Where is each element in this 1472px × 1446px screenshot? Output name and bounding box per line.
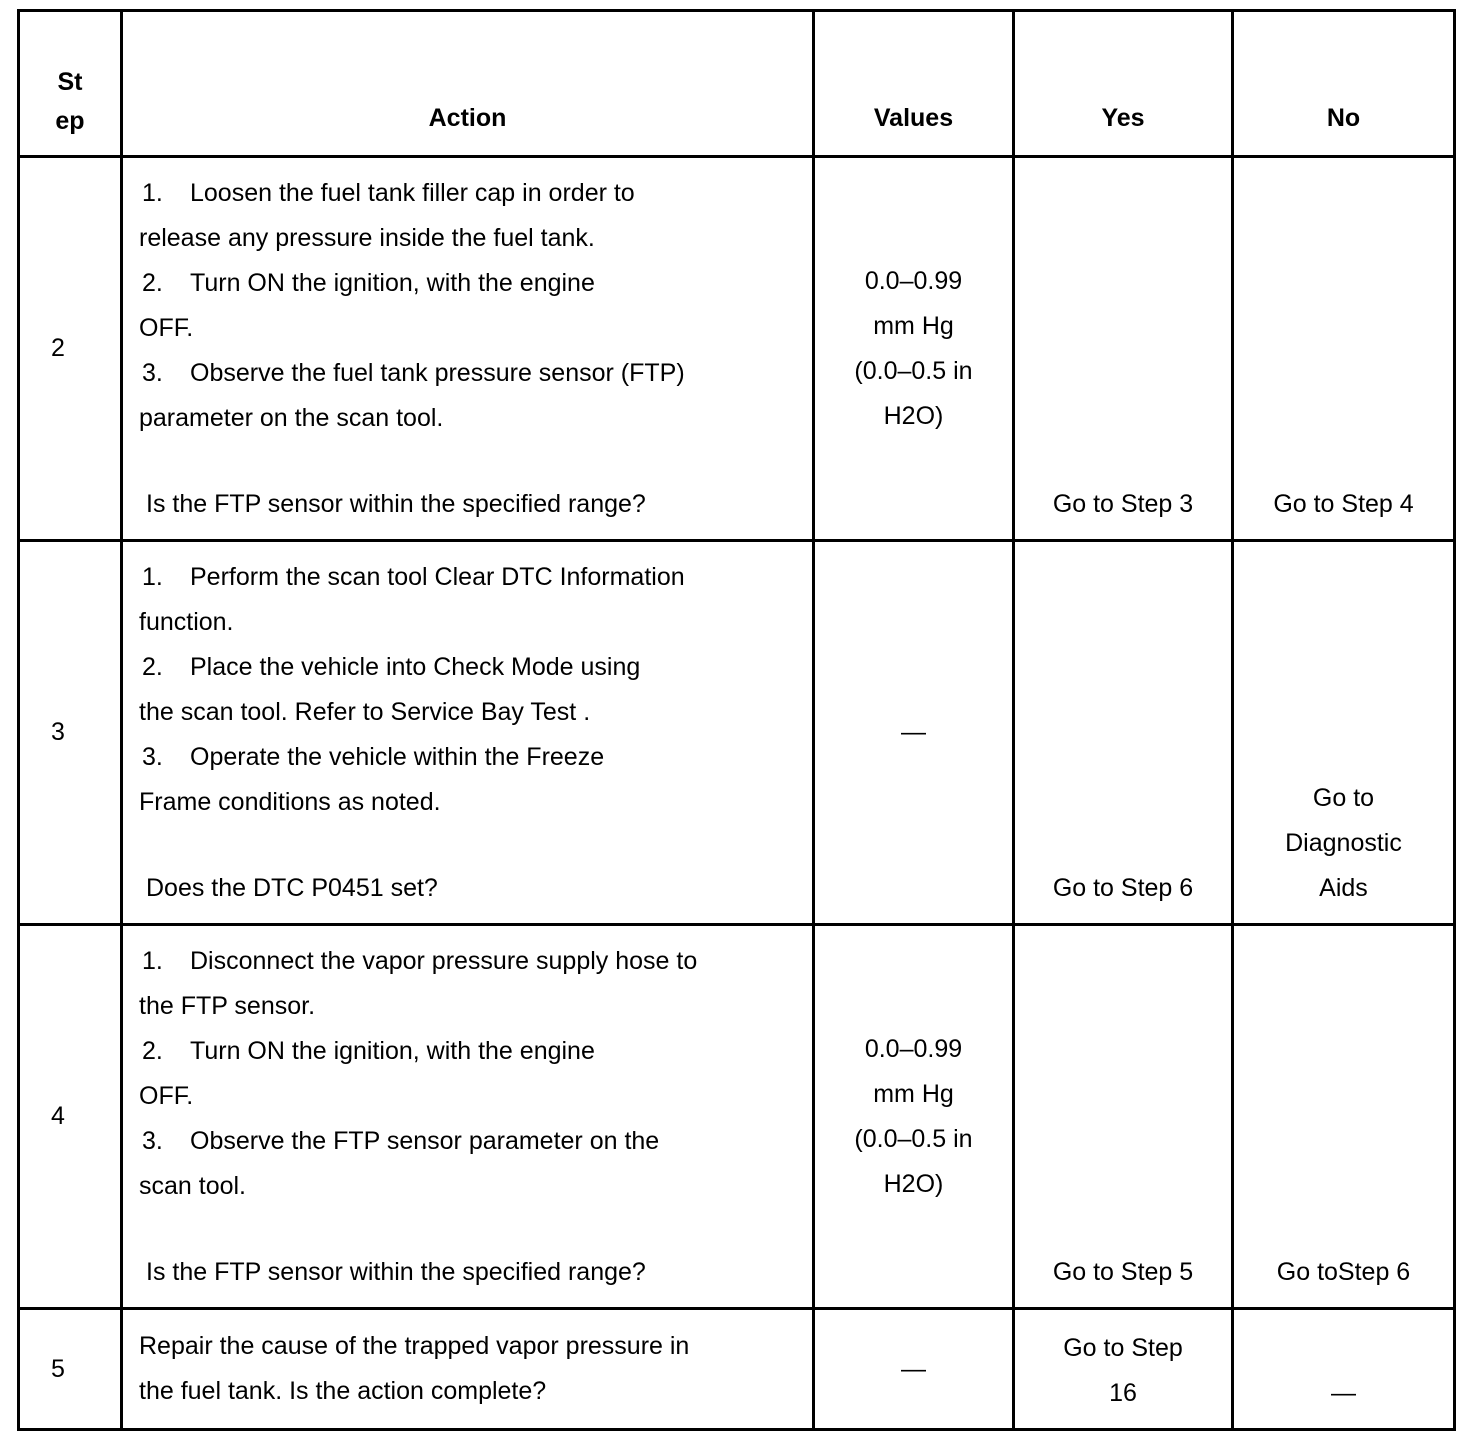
action-item: 2. Turn ON the ignition, with the engine OFF. [139, 1037, 595, 1110]
diagnostic-table [17, 9, 1456, 1431]
values-cell: — [814, 1309, 1014, 1430]
action-cell [122, 157, 814, 541]
action-item: 3. Observe the FTP sensor parameter on the scan tool. [139, 1127, 660, 1200]
header-action: Action [122, 11, 814, 157]
header-yes: Yes [1014, 11, 1233, 157]
values-cell: 0.0–0.99 mm Hg (0.0–0.5 in H2O) [814, 157, 1014, 541]
table-row [19, 1309, 1455, 1430]
action-question: Is the FTP sensor within the specified range? [146, 1258, 646, 1286]
values-cell: 0.0–0.99 mm Hg (0.0–0.5 in H2O) [814, 925, 1014, 1309]
no-cell: Go to Diagnostic Aids [1233, 541, 1455, 925]
action-item: 3. Operate the vehicle within the Freeze Frame conditions as noted. [139, 743, 605, 816]
header-step-line-1: St [57, 68, 83, 96]
no-cell: Go to Step 4 [1233, 157, 1455, 541]
yes-cell: Go to Step 6 [1014, 541, 1233, 925]
header-values: Values [814, 11, 1014, 157]
no-cell: — [1233, 1309, 1455, 1430]
header-no: No [1233, 11, 1455, 157]
yes-cell: Go to Step 5 [1014, 925, 1233, 1309]
action-item: 2. Place the vehicle into Check Mode using the scan tool. Refer to Service Bay Test . [139, 653, 641, 726]
yes-cell: Go to Step 3 [1014, 157, 1233, 541]
action-item: 1. Perform the scan tool Clear DTC Information function. [139, 563, 685, 636]
step-cell: 2 [19, 157, 122, 541]
no-cell: Go toStep 6 [1233, 925, 1455, 1309]
action-question: Does the DTC P0451 set? [146, 874, 438, 902]
header-row [19, 11, 1455, 157]
action-item: 1. Disconnect the vapor pressure supply hose to the FTP sensor. [139, 947, 698, 1020]
table-row [19, 157, 1455, 541]
header-step [19, 11, 122, 157]
action-item: 2. Turn ON the ignition, with the engine OFF. [139, 269, 595, 342]
table-row [19, 925, 1455, 1309]
yes-cell: Go to Step 16 [1014, 1309, 1233, 1430]
action-cell: Repair the cause of the trapped vapor pressure in the fuel tank. Is the action complete? [122, 1309, 814, 1430]
step-cell: 3 [19, 541, 122, 925]
header-step-line-2: ep [55, 107, 85, 135]
action-item: 1. Loosen the fuel tank filler cap in order to release any pressure inside the fuel tank. [139, 179, 635, 252]
values-cell: — [814, 541, 1014, 925]
action-cell [122, 541, 814, 925]
action-cell [122, 925, 814, 1309]
action-question: Is the FTP sensor within the specified range? [146, 490, 646, 518]
step-cell: 5 [19, 1309, 122, 1430]
table-row [19, 541, 1455, 925]
action-item: 3. Observe the fuel tank pressure sensor (FTP) parameter on the scan tool. [139, 359, 685, 432]
step-cell: 4 [19, 925, 122, 1309]
